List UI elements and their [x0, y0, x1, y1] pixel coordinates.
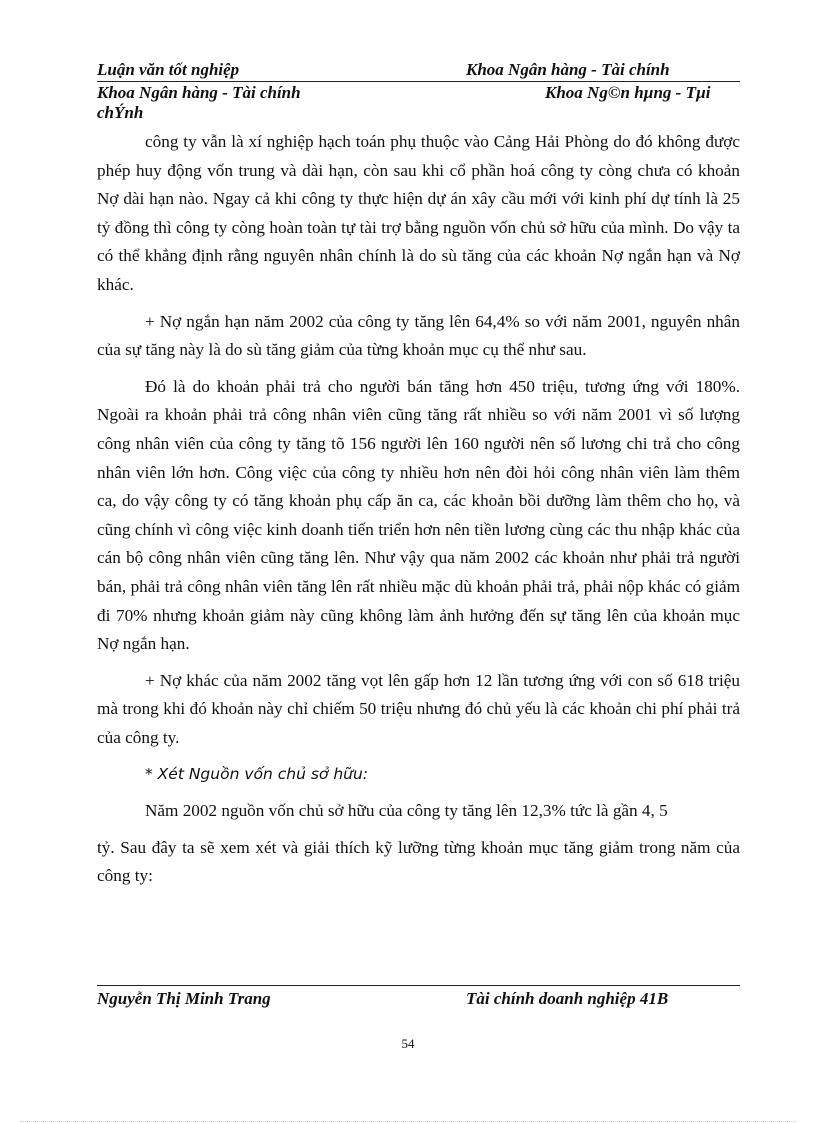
- header-faculty-garbled: Khoa Ng©n hµng - Tµi: [545, 83, 711, 102]
- paragraph: + Nợ ngắn hạn năm 2002 của công ty tăng lên 64,4% so với năm 2001, nguyên nhân của sự tăng này là do sù tăng giảm của từng khoản mục cụ thể như sau.: [97, 311, 740, 360]
- paragraph: + Nợ khác của năm 2002 tăng vọt lên gấp hơn 12 lần tương ứng với con số 618 triệu mà trong khi đó khoản này chỉ chiếm 50 triệu nhưng đó chủ yếu là các khoản chi phí phải trả của công ty.: [97, 670, 740, 747]
- header-faculty-repeat: Khoa Ngân hàng - Tài chính: [97, 83, 301, 102]
- paragraph: công ty vẫn là xí nghiệp hạch toán phụ thuộc vào Cảng Hải Phòng do đó không được phép huy động vốn trung và dài hạn, còn sau khi cổ phần hoá công ty còng chưa có khoản Nợ dài hạn nào. Ngay cả khi công ty thực hiện dự án xây cầu mới với kinh phí dự tính là 25 tỷ đồng thì công ty còng hoàn toàn tự tài trợ bằng nguồn vốn chủ sở hữu của mình. Do vậy ta có thể khẳng định rằng nguyên nhân chính là do sù tăng của các khoản Nợ ngắn hạn và Nợ khác.: [97, 132, 740, 294]
- header-faculty-garbled-cont: chÝnh: [97, 103, 144, 122]
- footer-author: Nguyễn Thị Minh Trang: [97, 989, 271, 1008]
- page-number: 54: [401, 1036, 415, 1051]
- footer-rule: [97, 985, 740, 986]
- section-heading: * Xét Nguồn vốn chủ sở hữu:: [145, 765, 369, 784]
- paragraph: Đó là do khoản phải trả cho người bán tăng hơn 450 triệu, tương ứng với 180%. Ngoài ra khoản phải trả công nhân viên cũng tăng rất nhiều so với năm 2001 vì số lượng công nhân viên của công ty tăng tõ 156 người lên 160 người nên số lương chi trả cho công nhân viên lớn hơn. Công việc của công ty nhiều hơn nên đòi hỏi công nhân viên làm thêm ca, do vậy công ty có tăng khoản phụ cấp ăn ca, các khoản bồi dưỡng làm thêm cho họ, và cũng chính vì công việc kinh doanh tiến triển hơn nên tiền lương cùng các thu nhập khác của cán bộ công nhân viên cũng tăng lên. Như vậy qua năm 2002 các khoản như phải trả người bán, phải trả công nhân viên tăng lên rất nhiều mặc dù khoản phải trả, phải nộp khác có giảm đi 70% nhưng khoản giảm này cũng không làm ảnh hưởng đến sự tăng lên của khoản mục Nợ ngắn hạn.: [97, 376, 740, 654]
- header-faculty: Khoa Ngân hàng - Tài chính: [466, 60, 670, 79]
- paragraph: tỷ. Sau đây ta sẽ xem xét và giải thích kỹ lưỡng từng khoản mục tăng giảm trong năm của công ty:: [97, 837, 740, 886]
- footer-class: Tài chính doanh nghiệp 41B: [466, 989, 669, 1008]
- page-edge-dots: [20, 1121, 796, 1122]
- header-rule: [97, 81, 740, 82]
- body-text: [97, 128, 740, 899]
- paragraph: Năm 2002 nguồn vốn chủ sở hữu của công ty tăng lên 12,3% tức là gần 4, 5: [145, 801, 668, 821]
- header-thesis-title: Luận văn tốt nghiệp: [97, 60, 240, 79]
